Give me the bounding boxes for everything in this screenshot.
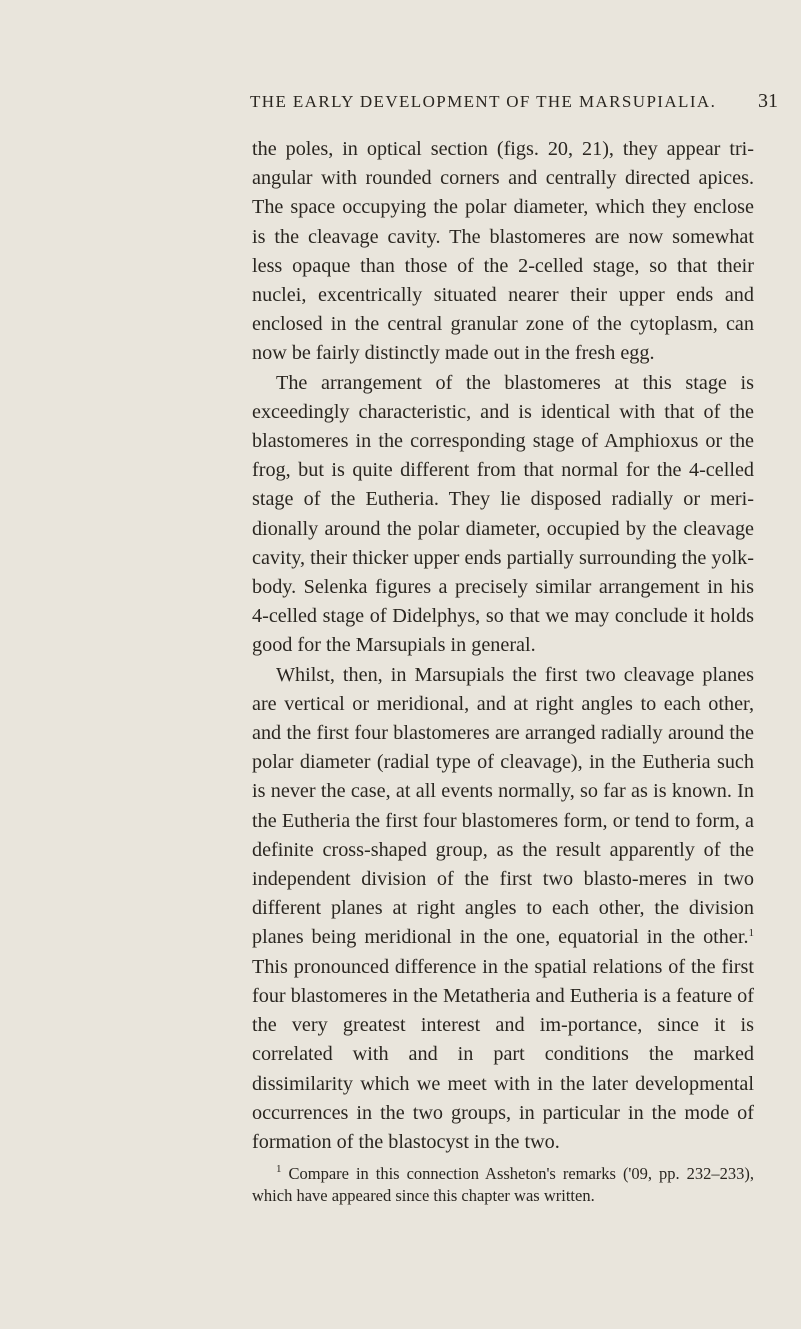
paragraph-3-part-2: This pronounced difference in the spatial relations of the first four blastomeres in the Metatheria and Eutheria is a feature of the very greatest interest and im-portance, since it is correlated with and in part conditions the marked dissimilarity which we meet with in the later developmental occurrences in the two groups, in particular in the mode of formation of the blastocyst in the two. [252, 955, 754, 1153]
running-head-title: THE EARLY DEVELOPMENT OF THE MARSUPIALIA. [250, 92, 717, 111]
paragraph-3 [252, 661, 754, 1157]
paragraph-2: The arrangement of the blastomeres at this stage is exceedingly characteristic, and is identical with that of the blastomeres in the corresponding stage of Amphioxus or the frog, but is quite different from that normal for the 4-celled stage of the Eutheria. They lie disposed radially or meri-dionally around the polar diameter, occupied by the cleavage cavity, their thicker upper ends partially surrounding the yolk-body. Selenka figures a precisely similar arrangement in his 4-celled stage of Didelphys, so that we may conclude it holds good for the Marsupials in general. [252, 371, 754, 657]
paragraph-3-part-1: Whilst, then, in Marsupials the first two cleavage planes are vertical or meridional, and at right angles to each other, and the first four blastomeres are arranged radially around the polar diameter (radial type of cleavage), in the Eutheria such is never the case, at all events normally, so far as is known. In the Eutheria the first four blastomeres form, or tend to form, a definite cross-shaped group, as the result apparently of the independent division of the first two blasto-meres in two different planes at right angles to each other, the division planes being meridional in the one, equatorial in the other. [252, 663, 754, 949]
running-head [0, 90, 801, 120]
page-number: 31 [758, 90, 778, 112]
footnote-marker: 1 [276, 1163, 282, 1176]
body-text [252, 135, 754, 1207]
footnote [252, 1163, 754, 1207]
footnote-text: Compare in this connection Assheton's remarks ('09, pp. 232–233), which have appeared since this chapter was written. [252, 1164, 754, 1206]
paragraph-1: the poles, in optical section (figs. 20, 21), they appear tri-angular with rounded corners and centrally directed apices. The space occupying the polar diameter, which they enclose is the cleavage cavity. The blastomeres are now somewhat less opaque than those of the 2-celled stage, so that their nuclei, excentrically situated nearer their upper ends and enclosed in the central granular zone of the cytoplasm, can now be fairly distinctly made out in the fresh egg. [252, 138, 754, 365]
footnote-reference: 1 [748, 927, 754, 940]
